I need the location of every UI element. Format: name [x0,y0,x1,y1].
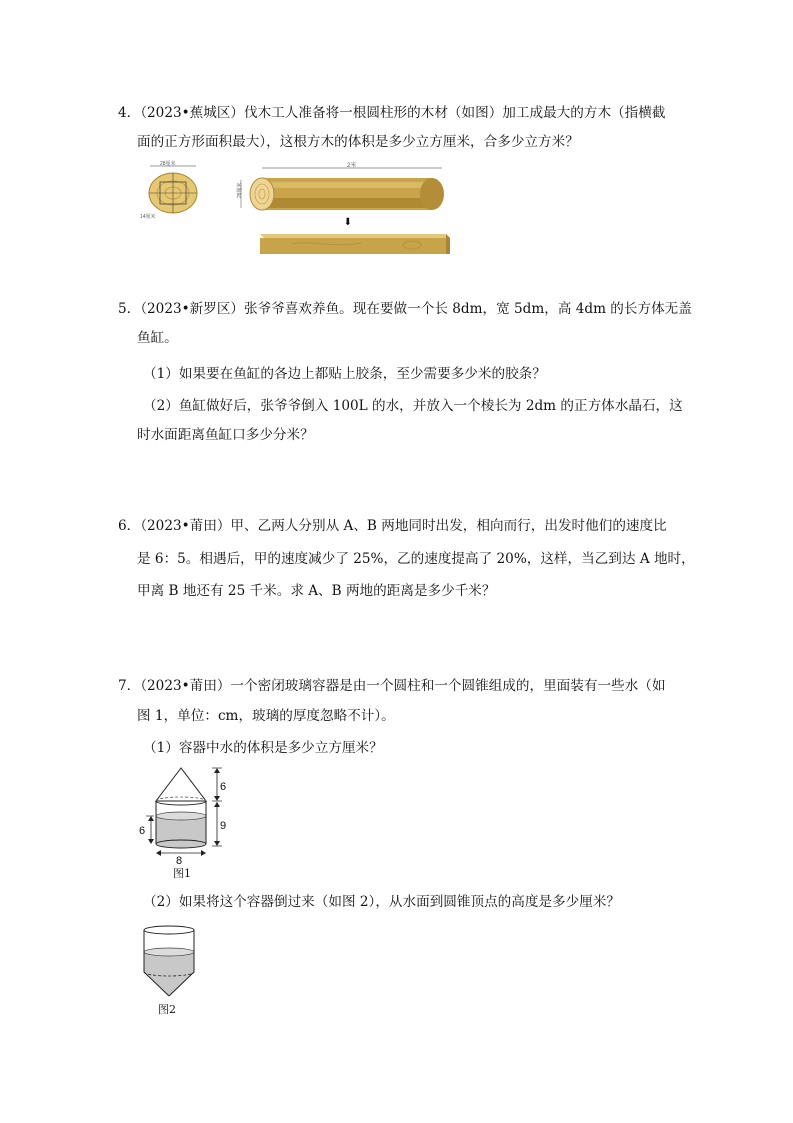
figure-1-caption: 图1 [173,867,191,880]
problem-5-line-1: 5．（2023•新罗区）张爷爷喜欢养鱼。现在要做一个长 8dm，宽 5dm，高 4dm 的长方体无盖 [118,301,692,317]
problem-5-line-4: （2）鱼缸做好后，张爷爷倒入 100L 的水，并放入一个棱长为 2dm 的正方体水晶石，这 [143,398,683,414]
water-height-label: 6 [139,825,146,837]
problem-7-line-1: 7．（2023•莆田）一个密闭玻璃容器是由一个圆柱和一个圆锥组成的，里面装有一些水（如 [118,678,666,694]
diameter-label: 8 [176,855,183,867]
problem-7-line-4: （2）如果将这个容器倒过来（如图 2），从水面到圆锥顶点的高度是多少厘米？ [143,894,621,910]
log-figure [232,160,457,258]
problem-5-line-5: 时水面距离鱼缸口多少分米？ [137,427,314,443]
container-figure-1 [136,766,246,884]
problem-4-line-1: 4．（2023•蕉城区）伐木工人准备将一根圆柱形的木材（如图）加工成最大的方木（指横截 [118,105,666,121]
cone-height-label: 6 [220,781,227,793]
container-figure-2 [136,922,202,1018]
problem-6-line-2: 是 6：5。相遇后，甲的速度减少了 25%，乙的速度提高了 20%，这样，当乙到达 A 地时， [137,551,695,567]
log-diameter-label: 28厘米 [237,182,243,198]
problem-5-line-3: （1）如果要在鱼缸的各边上都贴上胶条，至少需要多少米的胶条？ [143,366,546,382]
figure-2-caption: 图2 [158,1003,176,1016]
problem-7-line-3: （1）容器中水的体积是多少立方厘米？ [143,740,383,756]
problem-6-line-3: 甲离 B 地还有 25 千米。求 A、B 两地的距离是多少千米？ [137,583,496,599]
log-length-label: 2米 [347,163,357,169]
cylinder-height-label: 9 [220,820,227,832]
arrow-down-icon: ⬇ [343,217,353,228]
problem-4-line-2: 面的正方形面积最大），这根方木的体积是多少立方厘米，合多少立方米？ [137,134,579,150]
problem-5-line-2: 鱼缸。 [137,330,178,346]
problem-7-line-2: 图 1，单位：cm，玻璃的厚度忽略不计）。 [137,708,395,724]
cross-section-top-label: 28厘米 [160,161,176,167]
problem-6-line-1: 6．（2023•莆田）甲、乙两人分别从 A、B 两地同时出发，相向而行，出发时他们的速度比 [118,518,667,534]
log-cross-section-figure [140,160,210,220]
cross-section-side-label: 14厘米 [140,214,156,220]
